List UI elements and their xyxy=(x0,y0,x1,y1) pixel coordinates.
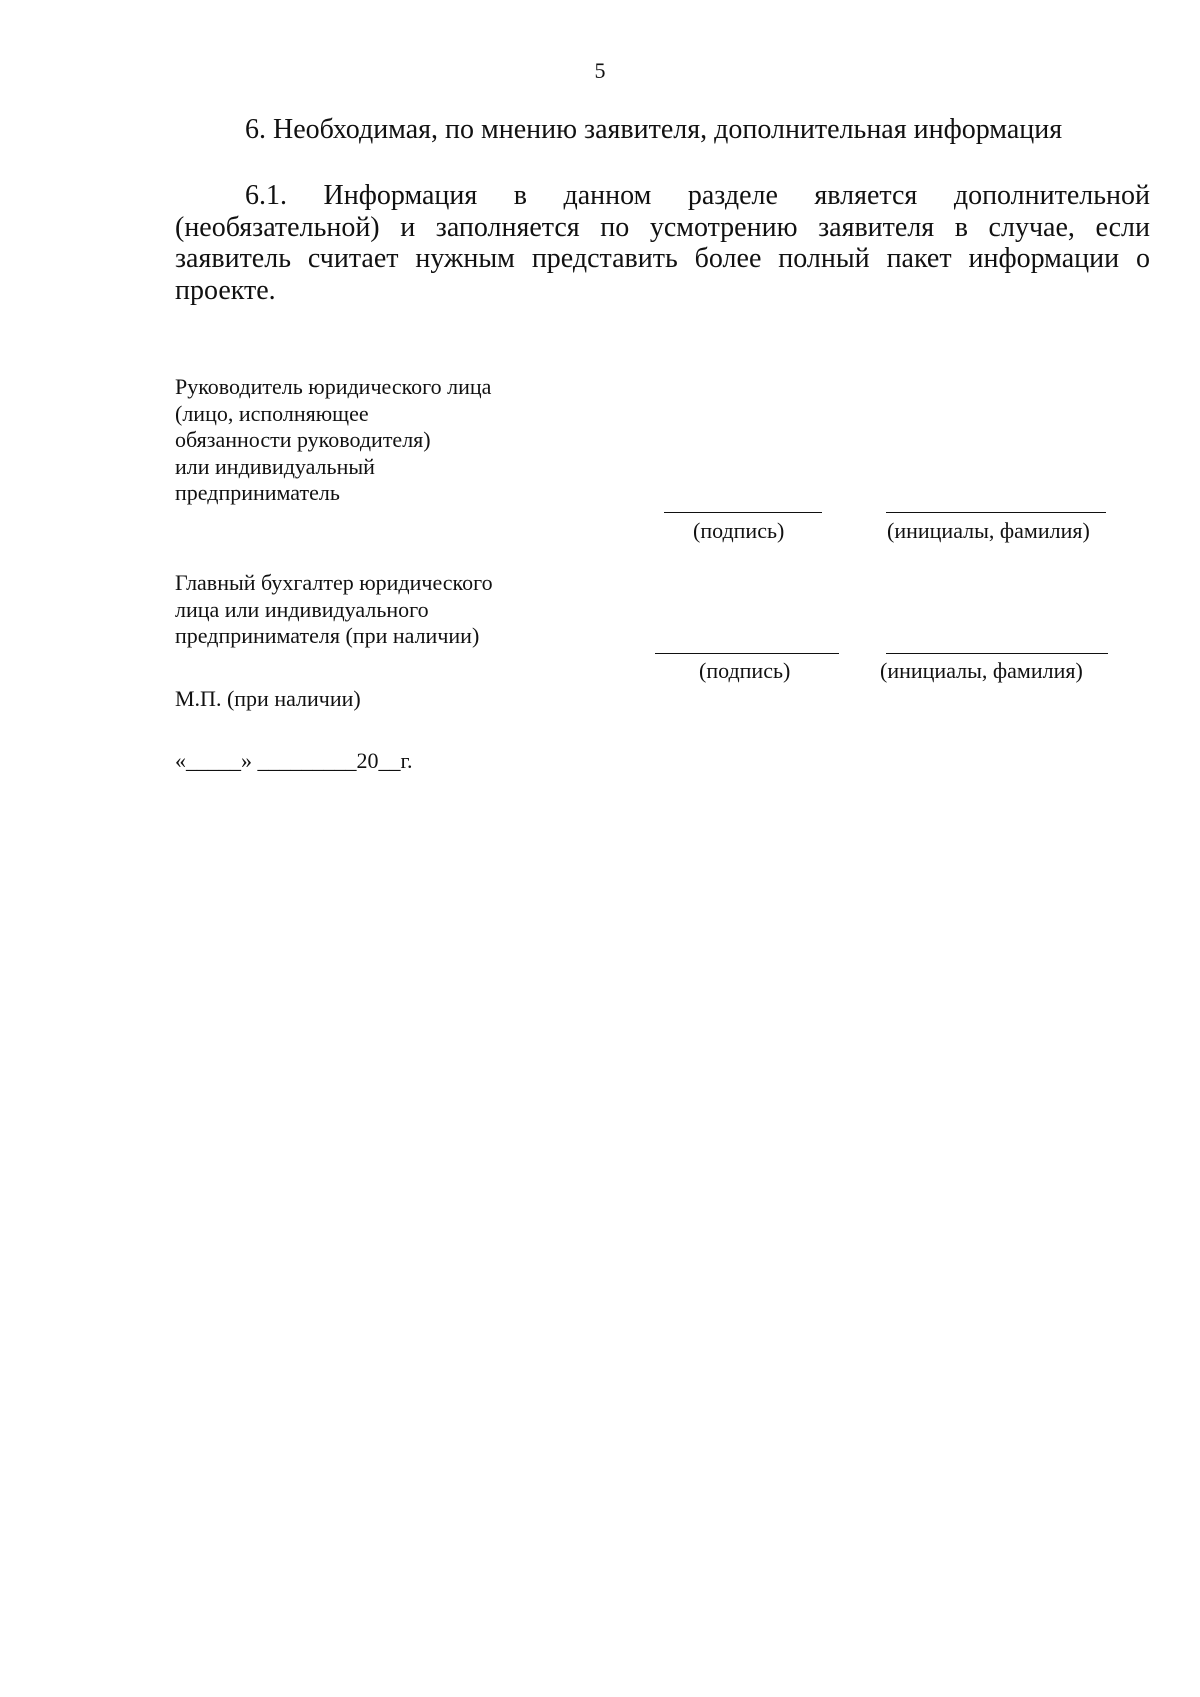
name-caption: (инициалы, фамилия) xyxy=(880,658,1083,683)
signatory-title-accountant xyxy=(175,570,493,650)
signatory-title-head xyxy=(175,374,491,507)
signatory-title-line: обязанности руководителя) xyxy=(175,427,431,452)
signature-caption: (подпись) xyxy=(699,658,791,683)
signature-line xyxy=(655,653,839,654)
signatory-title-line: Главный бухгалтер юридического xyxy=(175,570,493,595)
signatory-title-line: (лицо, исполняющее xyxy=(175,400,369,426)
signature-caption: (подпись) xyxy=(693,518,785,543)
signatory-title-line: Руководитель юридического лица xyxy=(175,374,492,399)
page-number: 5 xyxy=(594,58,606,83)
date-line: «_____» _________20__г. xyxy=(175,748,413,773)
signatory-title-line: лица или индивидуального xyxy=(175,596,429,622)
signatory-title-line: предпринимателя (при наличии) xyxy=(175,623,480,648)
signatory-title-line: предприниматель xyxy=(175,480,340,505)
name-line xyxy=(886,512,1106,513)
section-paragraph: 6.1. Информация в данном разделе является дополнительной (необязательной) и заполняется по усмотрению заявителя в случае, если заявитель считает нужным представить более полный пакет информации о проекте. xyxy=(175,180,1150,306)
signature-line xyxy=(664,512,822,513)
section-heading: 6. Необходимая, по мнению заявителя, дополнительная информация xyxy=(245,114,1063,145)
stamp-note: М.П. (при наличии) xyxy=(175,686,361,711)
name-caption: (инициалы, фамилия) xyxy=(887,518,1090,543)
name-line xyxy=(886,653,1108,654)
signatory-title-line: или индивидуальный xyxy=(175,453,375,479)
